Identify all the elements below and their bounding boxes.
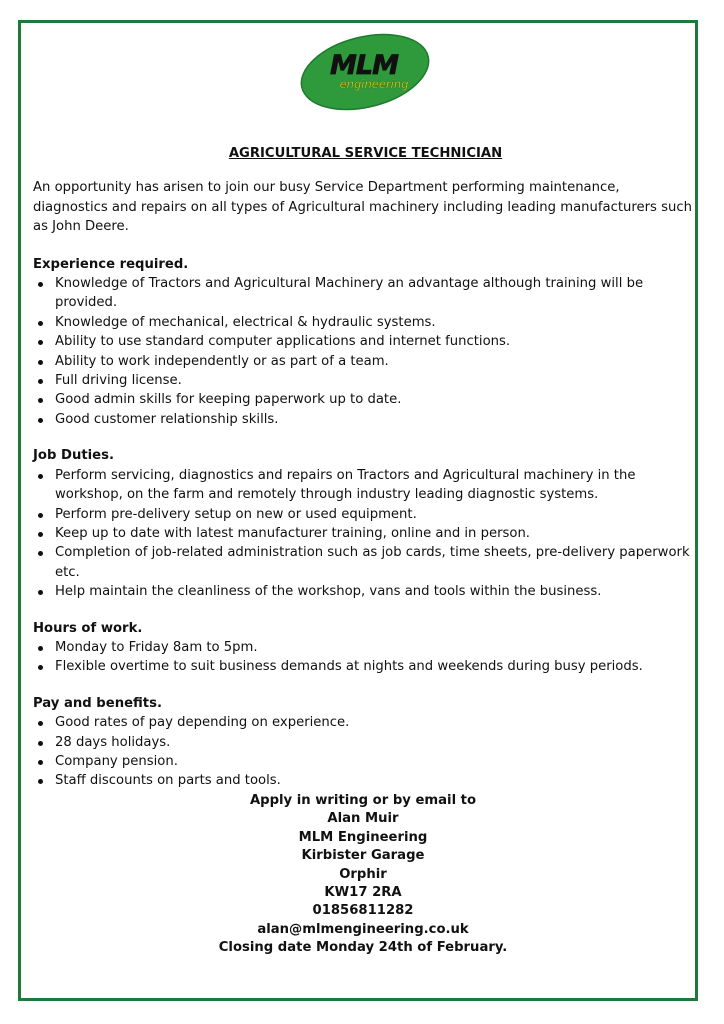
- logo-main-text: MLM: [330, 50, 398, 81]
- list-item: 28 days holidays.: [33, 733, 698, 752]
- list-item: Ability to work independently or as part of a team.: [33, 352, 698, 371]
- job-title: AGRICULTURAL SERVICE TECHNICIAN: [228, 146, 503, 161]
- list-item: Help maintain the cleanliness of the workshop, vans and tools within the business.: [33, 582, 698, 601]
- job-advert: [33, 144, 698, 808]
- contact-name: Alan Muir: [327, 811, 399, 827]
- mlm-engineering-logo-icon: [298, 33, 432, 111]
- hours-heading: Hours of work.: [33, 620, 143, 636]
- list-item: Keep up to date with latest manufacturer training, online and in person.: [33, 524, 698, 543]
- phone-number: 01856811282: [312, 903, 414, 919]
- address-line-2: Orphir: [339, 866, 387, 882]
- pay-list: [33, 713, 698, 791]
- list-item: Completion of job-related administration such as job cards, time sheets, pre-delivery paperwork etc.: [33, 543, 698, 582]
- list-item: Company pension.: [33, 752, 698, 771]
- application-details: [33, 792, 693, 958]
- list-item: Full driving license.: [33, 371, 698, 390]
- list-item: Flexible overtime to suit business demands at nights and weekends during busy periods.: [33, 657, 698, 676]
- closing-date: Closing date Monday 24th of February.: [218, 940, 508, 956]
- company-logo: [298, 33, 432, 111]
- duties-list: [33, 466, 698, 602]
- list-item: Monday to Friday 8am to 5pm.: [33, 638, 698, 657]
- list-item: Perform pre-delivery setup on new or used equipment.: [33, 505, 698, 524]
- list-item: Ability to use standard computer applications and internet functions.: [33, 332, 698, 351]
- list-item: Good rates of pay depending on experience.: [33, 713, 698, 732]
- apply-instruction: Apply in writing or by email to: [249, 793, 477, 808]
- list-item: Staff discounts on parts and tools.: [33, 771, 698, 790]
- hours-list: [33, 638, 698, 677]
- pay-section: [33, 694, 698, 791]
- list-item: Good customer relationship skills.: [33, 410, 698, 429]
- postcode: KW17 2RA: [324, 885, 402, 901]
- experience-list: [33, 274, 698, 429]
- pay-heading: Pay and benefits.: [33, 695, 162, 711]
- intro-paragraph: An opportunity has arisen to join our busy Service Department performing maintenance, diagnostics and repairs on all types of Agricultural machinery including leading manufacturers such as John Deere.: [33, 180, 692, 235]
- list-item: Perform servicing, diagnostics and repairs on Tractors and Agricultural machinery in the workshop, on the farm and remotely through industry leading diagnostic systems.: [33, 466, 698, 505]
- experience-section: [33, 255, 698, 430]
- list-item: Knowledge of mechanical, electrical & hydraulic systems.: [33, 313, 698, 332]
- list-item: Good admin skills for keeping paperwork up to date.: [33, 390, 698, 409]
- duties-section: [33, 446, 698, 601]
- list-item: Knowledge of Tractors and Agricultural Machinery an advantage although training will be provided.: [33, 274, 698, 313]
- hours-section: [33, 619, 698, 677]
- logo-sub-text: engineering: [339, 77, 409, 91]
- company-name: MLM Engineering: [298, 829, 428, 845]
- experience-heading: Experience required.: [33, 256, 189, 272]
- email-address: alan@mlmengineering.co.uk: [257, 921, 469, 937]
- duties-heading: Job Duties.: [33, 448, 114, 464]
- address-line-1: Kirbister Garage: [301, 848, 425, 864]
